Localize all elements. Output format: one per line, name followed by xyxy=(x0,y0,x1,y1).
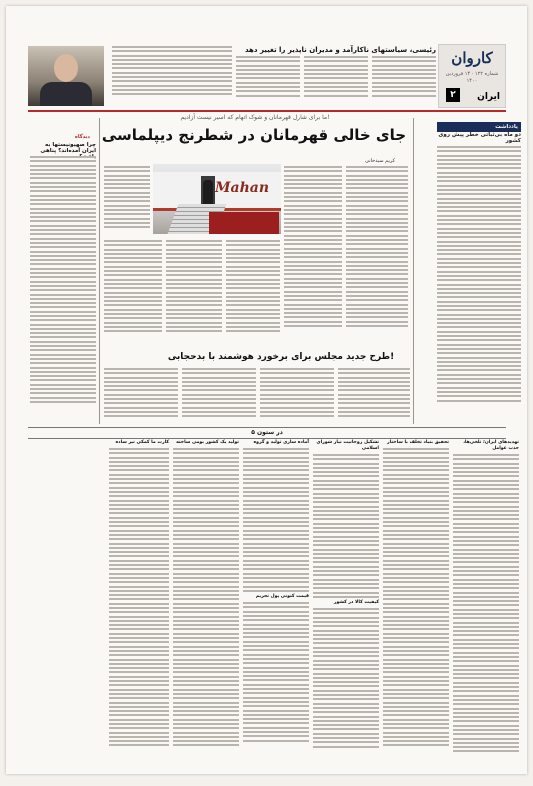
bottom-item-title: کارت ما کمکی نیز ساده xyxy=(115,440,169,445)
main-text-col-c xyxy=(346,166,408,348)
bottom-item-title: تهدیدهای ایران؛ تلخی‌ها، جذب عوامل xyxy=(463,440,519,451)
bottom-column-3 xyxy=(313,440,379,750)
bottom-item-title: قیمت کنونی پول تحریم xyxy=(255,594,309,600)
bottom-column-2 xyxy=(383,440,449,749)
page-number: ۲ xyxy=(446,88,460,102)
official-portrait-photo xyxy=(28,46,104,106)
section-label: ایران xyxy=(477,92,500,102)
airline-logo: Mahan xyxy=(215,180,269,196)
bottom-column-1 xyxy=(453,440,519,755)
bottom-section-band xyxy=(28,427,506,439)
left-column-headline: چرا صهیونیستها به ایران آمده‌اند؟ پناهی xyxy=(40,142,96,154)
sub-text-col-b xyxy=(182,368,256,424)
bottom-item-title: کیفیت کالا در کشور xyxy=(333,600,379,606)
airplane-arrival-photo xyxy=(153,164,281,234)
bottom-column-5 xyxy=(173,440,239,749)
main-text-col-b xyxy=(284,166,342,348)
bottom-column-4 xyxy=(243,440,309,744)
main-text-col-d xyxy=(104,240,162,348)
bottom-column-6 xyxy=(109,440,169,749)
main-headline: جای خالی قهرمانان در شطرنج دیپلماسی xyxy=(101,126,407,144)
top-column-3 xyxy=(236,56,300,102)
top-column-1 xyxy=(372,56,436,102)
top-headline: رئیسی، سیاستهای ناکارآمد و مدیران ناپذیر را تغییر دهد xyxy=(245,46,436,54)
main-text-col-a xyxy=(104,166,150,236)
bottom-item-title: تشکیل روحانیت نیاز شورای اسلامی xyxy=(316,440,379,451)
sub-headline: طرح جدید مجلس برای برخورد هوشمند با بدحجابی! xyxy=(167,352,395,362)
top-column-4 xyxy=(112,46,232,104)
bottom-item-title: تولید یک کشور بومی ساخته xyxy=(176,440,239,445)
sub-text-col-a xyxy=(104,368,178,424)
issue-info: شماره ۱۲۲ · ۱۴ فروردین ۱۴۰۰ xyxy=(445,71,499,84)
bottom-item-title: تحقیق بنیاد تخلف با ساختار xyxy=(387,440,449,445)
left-column-tag: دیدگاه xyxy=(74,134,90,140)
sidebar-headline: دو ماه بی‌ثباتی خطر پیش روی کشور xyxy=(438,132,521,144)
sidebar-tag: یادداشت xyxy=(437,122,521,132)
main-kicker: ما برای شارل قهرمانان و شوک اتهام که اسیر نیست آزادیم! xyxy=(180,114,330,121)
newspaper-logo: کاروان xyxy=(451,49,493,67)
column-rule xyxy=(99,118,100,424)
byline: کریم سیدخانی xyxy=(365,158,395,164)
bottom-item-title: آماده سازی تولید و گروه xyxy=(253,440,309,445)
main-text-col-f xyxy=(226,240,280,348)
top-column-2 xyxy=(304,56,368,102)
column-rule xyxy=(413,118,414,424)
newspaper-page xyxy=(6,6,527,774)
sub-text-col-c xyxy=(260,368,334,424)
left-column-text xyxy=(30,156,96,424)
bottom-section-title: در ستون ۵ xyxy=(251,429,283,436)
masthead xyxy=(28,44,506,112)
sidebar-text xyxy=(437,146,521,424)
sub-text-col-d xyxy=(338,368,410,424)
main-text-col-e xyxy=(166,240,222,348)
